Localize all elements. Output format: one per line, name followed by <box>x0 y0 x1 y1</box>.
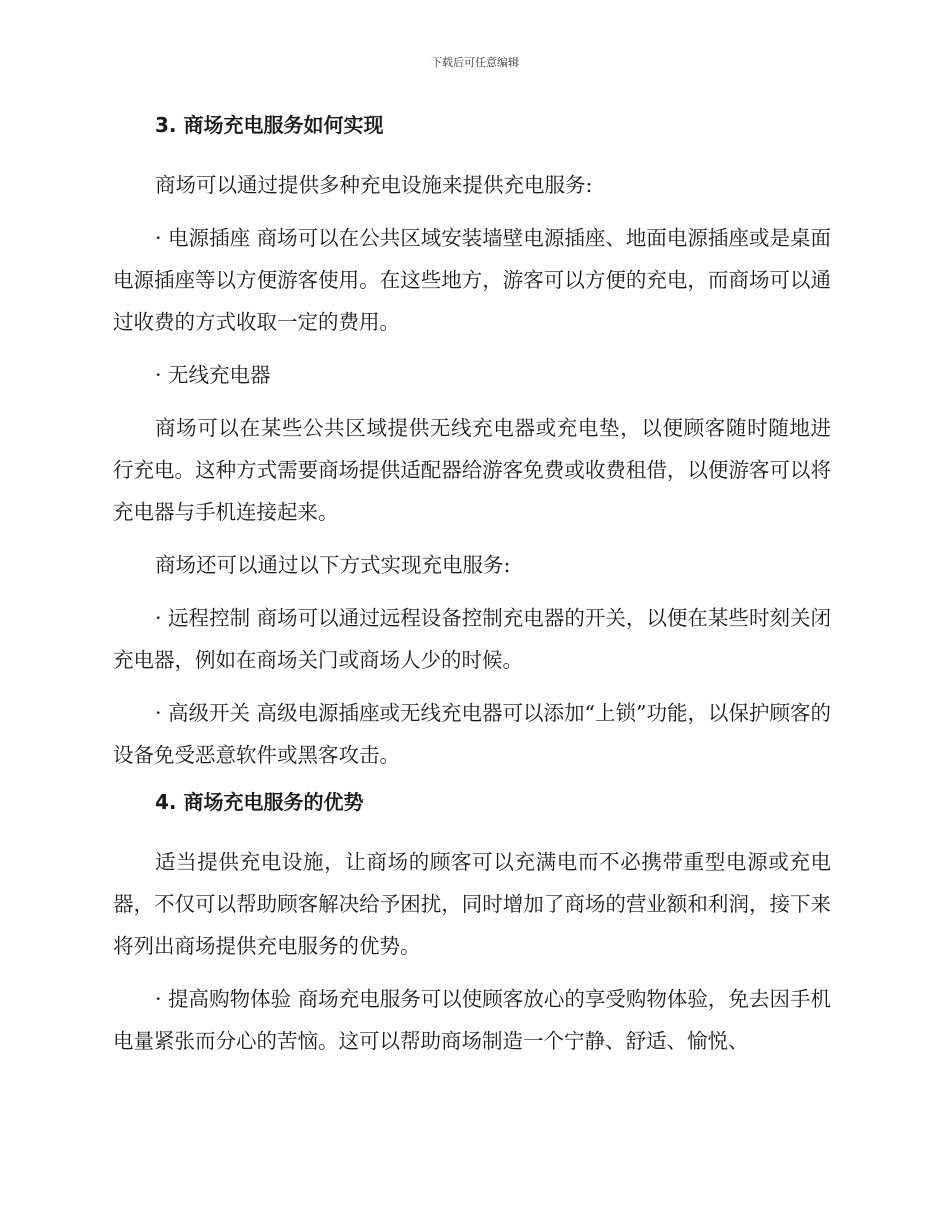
section-3-paragraph: · 无线充电器 <box>155 363 271 387</box>
section-4-paragraph: · 提高购物体验 商场充电服务可以使顾客放心的享受购物体验，免去因手机电量紧张而分心的苦恼。这可以帮助商场制造一个宁静、舒适、愉悦、 <box>113 987 831 1053</box>
section-3-paragraph: · 远程控制 商场可以通过远程设备控制充电器的开关，以便在某些时刻关闭充电器，例如在商场关门或商场人少的时候。 <box>113 606 831 672</box>
section-3-paragraph: · 电源插座 商场可以在公共区域安装墙壁电源插座、地面电源插座或是桌面电源插座等以方便游客使用。在这些地方，游客可以方便的充电，而商场可以通过收费的方式收取一定的费用。 <box>113 226 831 334</box>
section-4-heading: 4. 商场充电服务的优势 <box>155 790 364 814</box>
section-3-paragraph: · 高级开关 高级电源插座或无线充电器可以添加“上锁”功能，以保护顾客的设备免受恶意软件或黑客攻击。 <box>113 701 832 767</box>
section-3-heading: 3. 商场充电服务如何实现 <box>155 113 384 137</box>
document-body <box>113 110 831 1073</box>
section-3-paragraph: 商场可以在某些公共区域提供无线充电器或充电垫，以便顾客随时随地进行充电。这种方式需要商场提供适配器给游客免费或收费租借，以便游客可以将充电器与手机连接起来。 <box>113 416 831 524</box>
section-4-paragraph: 适当提供充电设施，让商场的顾客可以充满电而不必携带重型电源或充电器，不仅可以帮助顾客解决给予困扰，同时增加了商场的营业额和利润，接下来将列出商场提供充电服务的优势。 <box>113 850 831 958</box>
section-3-paragraph: 商场还可以通过以下方式实现充电服务: <box>155 553 511 577</box>
section-3-paragraph: 商场可以通过提供多种充电设施来提供充电服务: <box>155 173 593 197</box>
page-header-note: 下载后可任意编辑 <box>431 56 519 69</box>
